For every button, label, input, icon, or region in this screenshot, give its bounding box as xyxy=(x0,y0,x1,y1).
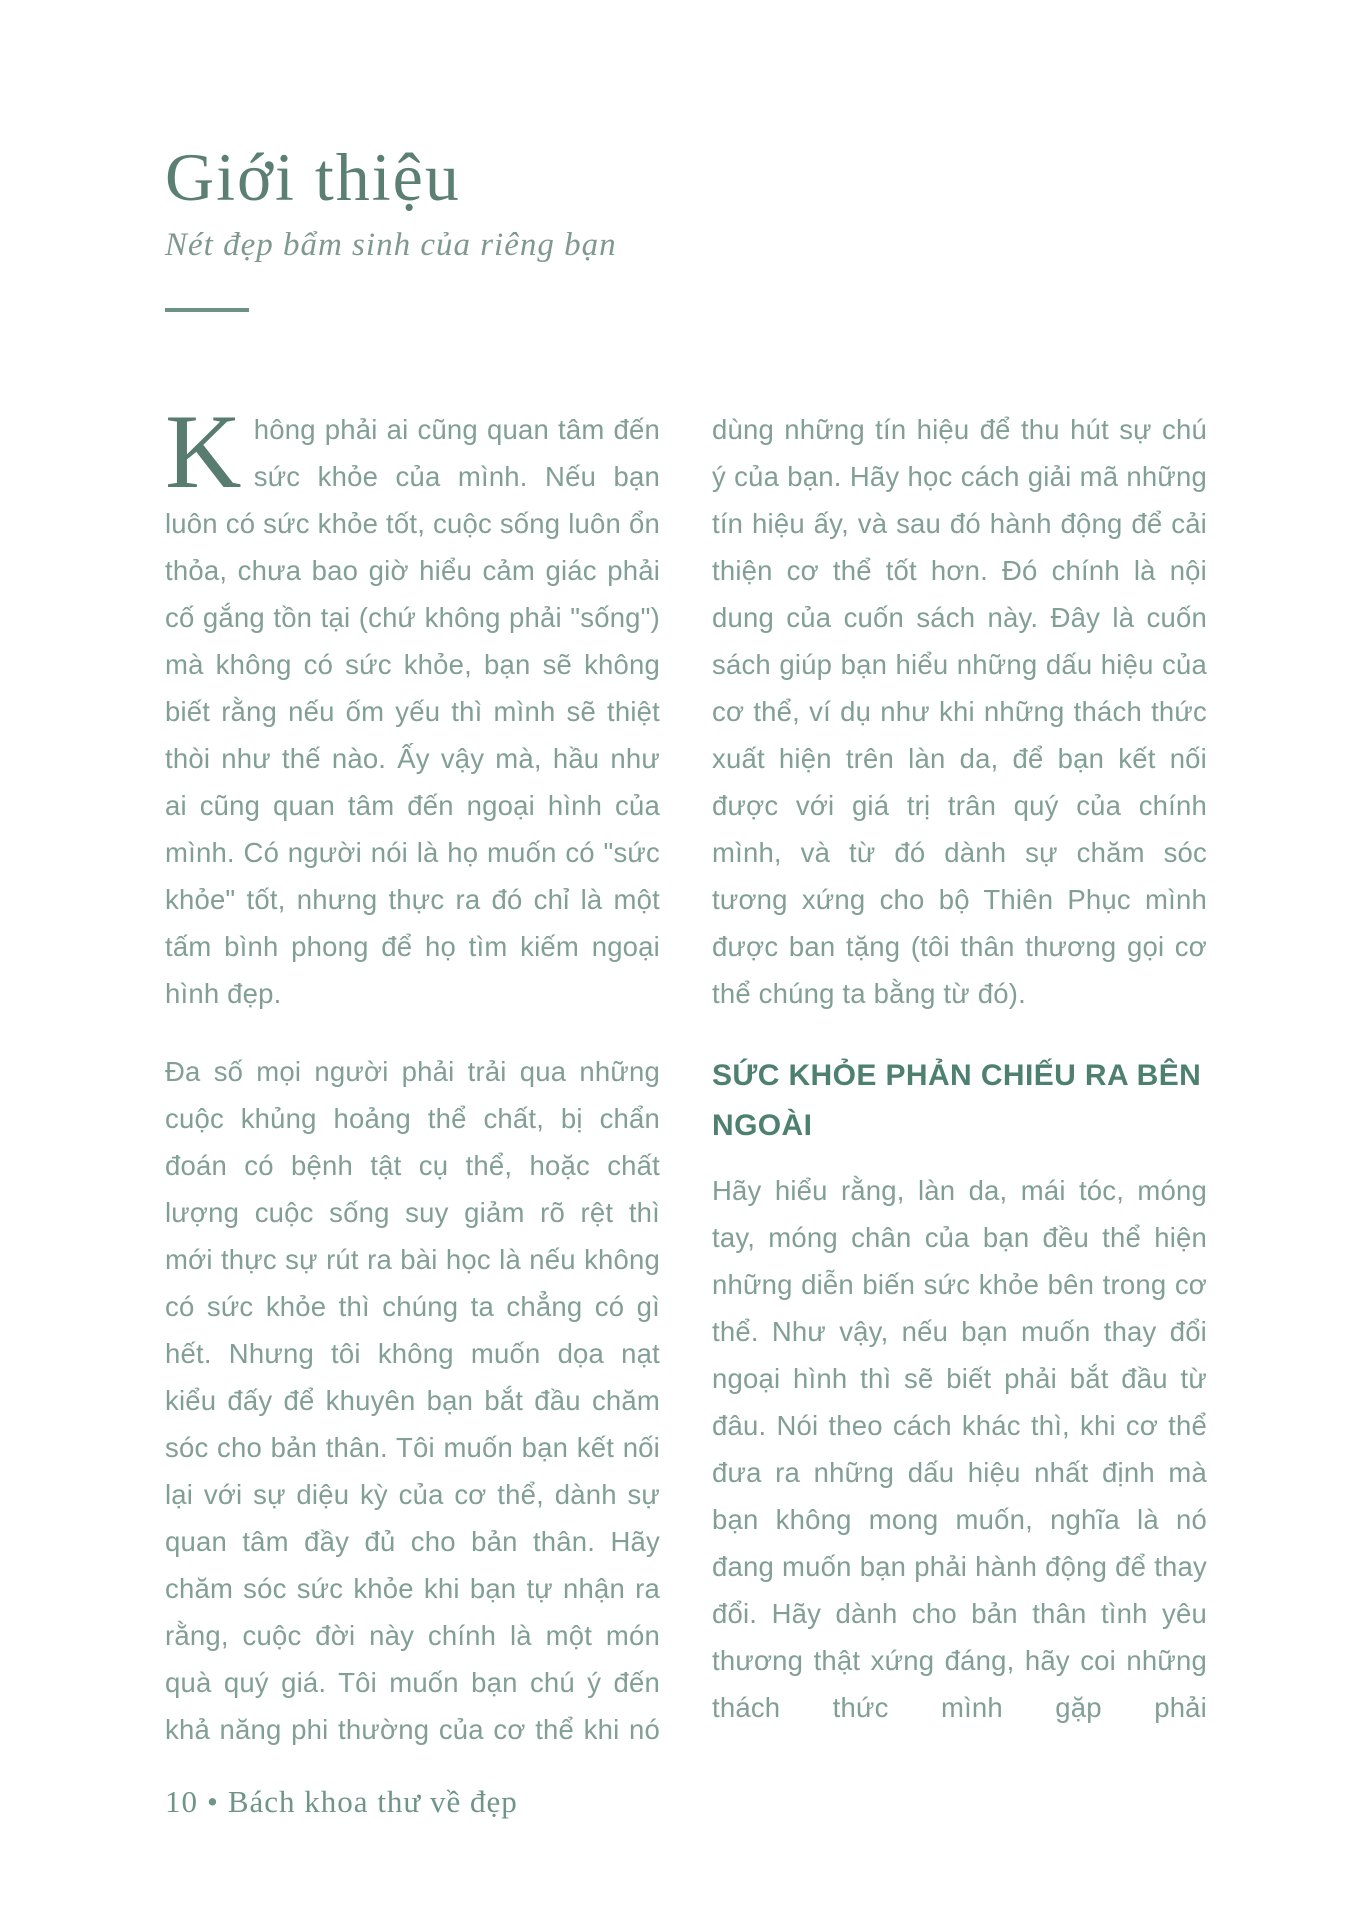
paragraph: dùng những tín hiệu để thu hút sự chú ý của bạn. Hãy học cách giải mã những tín hiệu ấy, và sau đó hành động để cải thiện cơ thể tốt hơn. Đó chính là nội dung của cuốn sách này. Đây là cuốn sách giúp bạn hiểu những dấu hiệu của cơ thể, ví dụ như khi những thách thức xuất hiện trên làn da, để bạn kết nối được với giá trị trân quý của chính mình, và từ đó dành sự chăm sóc tương xứng cho bộ Thiên Phục mình được ban tặng (tôi thân thương gọi cơ thể chúng ta bằng từ đó). xyxy=(712,414,1207,1009)
section-heading: SỨC KHỎE PHẢN CHIẾU RA BÊN NGOÀI xyxy=(712,1059,1202,1142)
book-title: Bách khoa thư về đẹp xyxy=(227,1784,518,1819)
footer-separator: • xyxy=(207,1784,219,1819)
paragraph: Đa số mọi người phải trải qua những cuộc khủng hoảng thể chất, bị chẩn đoán có bệnh tật cụ thể, hoặc chất lượng cuộc sống suy giảm rõ rệt thì mới thực sự rút ra bài học là nếu không có sức khỏe thì chúng ta chẳng có gì hết. Nhưng tôi không muốn dọa nạt kiểu đấy để khuyên bạn bắt đầu chăm sóc cho bản thân. Tôi muốn bạn kết nối lại với sự diệu kỳ của cơ thể, dành sự quan tâm đầy đủ cho bản thân. Hãy chăm sóc sức khỏe khi bạn tự nhận ra rằng, cuộc đời này chính là một món quà quý giá. Tôi muốn bạn chú ý đến khả năng phi thường của cơ thể khi nó xyxy=(165,1056,660,1745)
drop-cap: K xyxy=(165,393,242,510)
paragraph-text: hông phải ai cũng quan tâm đến sức khỏe của mình. Nếu bạn luôn có sức khỏe tốt, cuộc sống luôn ổn thỏa, chưa bao giờ hiểu cảm giác phải cố gắng tồn tại (chứ không phải "sống") mà không có sức khỏe, bạn sẽ không biết rằng nếu ốm yếu thì mình sẽ thiệt thòi như thế nào. Ấy vậy mà, hầu như ai cũng quan tâm đến ngoại hình của mình. Có người nói là họ muốn có "sức khỏe" tốt, nhưng thực ra đó chỉ là một tấm bình phong để họ tìm kiếm ngoại hình đẹp. xyxy=(165,414,660,1009)
two-column-body xyxy=(165,393,1208,1784)
divider-rule xyxy=(165,308,249,312)
page-title: Giới thiệu xyxy=(165,139,461,215)
right-column xyxy=(712,406,1207,1784)
page-footer xyxy=(165,1784,518,1820)
page-number: 10 xyxy=(165,1784,198,1819)
paragraph-intro xyxy=(165,393,660,1017)
left-column xyxy=(165,393,660,1784)
paragraph: Hãy hiểu rằng, làn da, mái tóc, móng tay, móng chân của bạn đều thể hiện những diễn biến sức khỏe bên trong cơ thể. Như vậy, nếu bạn muốn thay đổi ngoại hình thì sẽ biết phải bắt đầu từ đâu. Nói theo cách khác thì, khi cơ thể đưa ra những dấu hiệu nhất định mà bạn không mong muốn, nghĩa là nó đang muốn bạn phải hành động để thay đổi. Hãy dành cho bản thân tình yêu thương thật xứng đáng, hãy coi những thách thức mình gặp phải xyxy=(712,1175,1207,1723)
page-subtitle: Nét đẹp bẩm sinh của riêng bạn xyxy=(165,226,617,263)
chapter-header xyxy=(165,140,1208,312)
